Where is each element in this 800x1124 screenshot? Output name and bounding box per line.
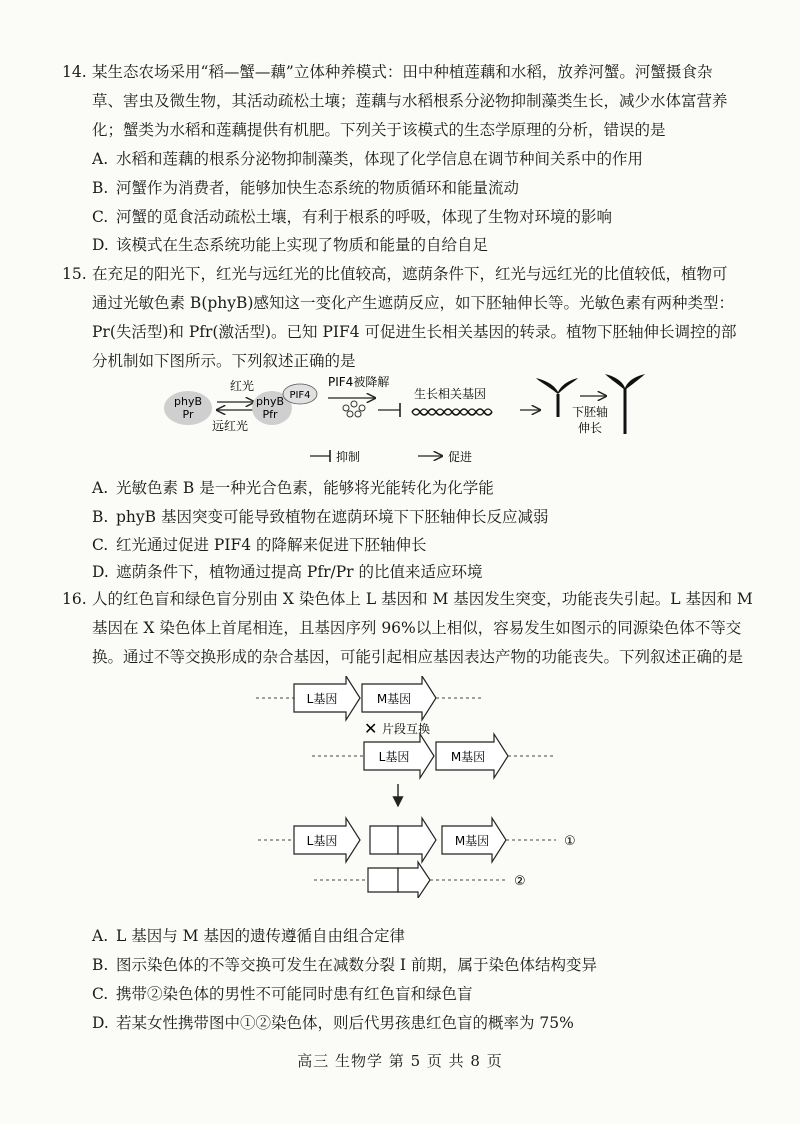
row2-l-gene-label: L基因 xyxy=(378,750,410,764)
pif4-label: PIF4 xyxy=(289,390,311,401)
figure-15-diagram xyxy=(160,372,660,472)
question-16-number: 16. xyxy=(62,590,87,608)
row3-m-gene-label: M基因 xyxy=(454,834,490,848)
question-15-number: 15. xyxy=(62,265,87,283)
legend-promote-label: 促进 xyxy=(448,450,473,464)
question-15-stem-line-1: 在充足的阳光下，红光与远红光的比值较高，遮荫条件下，红光与远红光的比值较低，植物可 xyxy=(92,265,728,283)
seedling-tall-icon xyxy=(605,374,645,434)
chromosome-1-label: ① xyxy=(564,834,576,849)
question-14-number: 14. xyxy=(62,63,87,81)
question-15-stem-line-2: 通过光敏色素 B(phyB)感知这一变化产生遮荫反应，如下胚轴伸长等。光敏色素有两种类型： xyxy=(92,294,734,312)
degraded-fragments-icon xyxy=(343,401,365,417)
question-15-option-b: B. phyB 基因突变可能导致植物在遮荫环境下下胚轴伸长反应减弱 xyxy=(92,508,549,526)
question-15-stem-line-3: Pr(失活型)和 Pfr(激活型)。已知 PIF4 可促进生长相关基因的转录。植物下胚轴伸长调控的部 xyxy=(92,323,737,341)
chromosome-2-label: ② xyxy=(514,874,526,889)
phyb-pr-label-2: Pr xyxy=(182,408,194,421)
exchange-label: 片段互换 xyxy=(382,722,431,736)
figure-16-diagram xyxy=(250,676,590,898)
question-14-stem-line-3: 化；蟹类为水稻和莲藕提供有机肥。下列关于该模式的生态学原理的分析，错误的是 xyxy=(92,121,666,139)
row3-hybrid-left xyxy=(370,826,398,854)
legend-inhibit-label: 抑制 xyxy=(336,450,361,464)
row4-hybrid-left xyxy=(368,868,398,892)
hypocotyl-label-2: 伸长 xyxy=(577,421,603,435)
row4-hybrid-right xyxy=(398,862,430,898)
question-16-option-b: B. 图示染色体的不等交换可发生在减数分裂 Ⅰ 前期，属于染色体结构变异 xyxy=(92,956,597,974)
crossover-x-icon: ✕ xyxy=(364,719,378,738)
question-16-option-a: A. L 基因与 M 基因的遗传遵循自由组合定律 xyxy=(92,927,405,945)
far-red-label: 远红光 xyxy=(212,419,249,433)
question-16-stem-line-2: 基因在 X 染色体上首尾相连，且基因序列 96%以上相似，容易发生如图示的同源染色体不等交 xyxy=(92,619,742,637)
row1-l-gene-label: L基因 xyxy=(306,692,338,706)
question-15-option-c: C. 红光通过促进 PIF4 的降解来促进下胚轴伸长 xyxy=(92,536,427,554)
phyb-pfr-label-1: phyB xyxy=(255,395,285,408)
question-16-stem-line-1: 人的红色盲和绿色盲分别由 X 染色体上 L 基因和 M 基因发生突变，功能丧失引起。L 基因和 M xyxy=(92,590,753,608)
row3-l-gene-label: L基因 xyxy=(306,834,338,848)
question-15-option-d: D. 遮荫条件下，植物通过提高 Pfr/Pr 的比值来适应环境 xyxy=(92,563,483,581)
question-16-option-d: D. 若某女性携带图中①②染色体，则后代男孩患红色盲的概率为 75% xyxy=(92,1014,574,1032)
question-16-stem-line-3: 换。通过不等交换形成的杂合基因，可能引起相应基因表达产物的功能丧失。下列叙述正确的是 xyxy=(92,648,744,666)
question-15-option-a: A. 光敏色素 B 是一种光合色素，能够将光能转化为化学能 xyxy=(92,479,494,497)
question-14-option-c: C. 河蟹的觅食活动疏松土壤，有利于根系的呼吸，体现了生物对环境的影响 xyxy=(92,208,613,226)
hypocotyl-label-1: 下胚轴 xyxy=(571,405,609,419)
red-light-label: 红光 xyxy=(230,379,255,393)
phyb-pfr-label-2: Pfr xyxy=(262,408,278,421)
row1-m-gene-label: M基因 xyxy=(376,692,412,706)
growth-gene-label: 生长相关基因 xyxy=(414,387,487,401)
pif4-degraded-label: PIF4被降解 xyxy=(328,375,390,389)
question-16-option-c: C. 携带②染色体的男性不可能同时患有红色盲和绿色盲 xyxy=(92,985,473,1003)
question-15-stem-line-4: 分机制如下图所示。下列叙述正确的是 xyxy=(92,352,356,370)
question-14-option-a: A. 水稻和莲藕的根系分泌物抑制藻类，体现了化学信息在调节种间关系中的作用 xyxy=(92,150,644,168)
page-footer: 高三 生物学 第 5 页 共 8 页 xyxy=(297,1052,503,1070)
row3-hybrid-right xyxy=(398,818,436,862)
question-14-option-b: B. 河蟹作为消费者，能够加快生态系统的物质循环和能量流动 xyxy=(92,179,520,197)
question-14-option-d: D. 该模式在生态系统功能上实现了物质和能量的自给自足 xyxy=(92,236,489,254)
question-14-stem-line-1: 某生态农场采用“稻—蟹—藕”立体种养模式：田中种植莲藕和水稻，放养河蟹。河蟹摄食杂 xyxy=(92,63,713,81)
row2-m-gene-label: M基因 xyxy=(450,750,486,764)
phyb-pr-label-1: phyB xyxy=(173,395,203,408)
question-14-stem-line-2: 草、害虫及微生物，其活动疏松土壤；莲藕与水稻根系分泌物抑制藻类生长，减少水体富营养 xyxy=(92,92,728,110)
